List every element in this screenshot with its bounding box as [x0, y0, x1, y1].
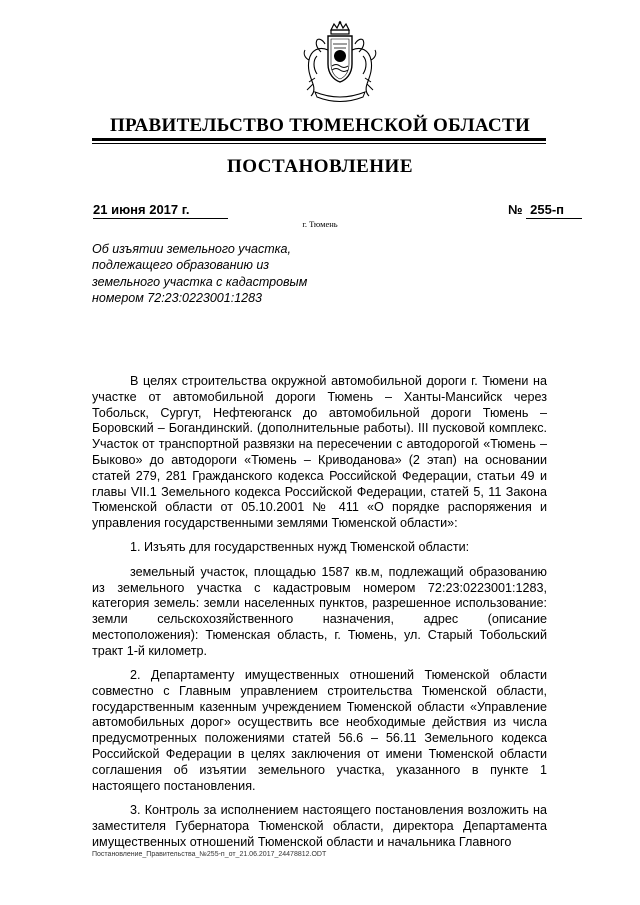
document-subject: Об изъятии земельного участка, подлежащего образованию из земельного участка с кадастровым номером 72:23:0223001:1283: [92, 242, 308, 305]
item-1-paragraph: 1. Изъять для государственных нужд Тюменской области:: [130, 540, 470, 555]
header-rule-thick: [92, 138, 546, 141]
coat-of-arms-icon: [301, 20, 379, 102]
government-title: ПРАВИТЕЛЬСТВО ТЮМЕНСКОЙ ОБЛАСТИ: [109, 115, 531, 136]
header-rule-thin: [92, 143, 546, 144]
item-2-paragraph: 2. Департаменту имущественных отношений Тюменской области совместно с Главным управлением строительства Тюменской области, государственным казенным учреждением Тюменской области «Управление автомобильных дорог» осуществить все необходимые действия из числа предусмотренных положениями статей 56.6 – 56.11 Земельного кодекса Российской Федерации в целях заключения от имени Тюменской области соглашения об изъятии земельного участка, указанного в пункте 1 настоящего постановления.: [92, 668, 547, 793]
footer-filename: Постановление_Правительства_№255-п_от_21.06.2017_24478812.ODT: [92, 851, 327, 858]
number-value: 255-п: [526, 202, 582, 219]
document-date: 21 июня 2017 г.: [93, 202, 228, 219]
document-number: [508, 202, 582, 219]
number-sign: №: [508, 202, 523, 217]
item-1-detail-paragraph: земельный участок, площадью 1587 кв.м, подлежащий образованию из земельного участка с кадастровым номером 72:23:0223001:1283, категория земель: земли населенных пунктов, разрешенное использование: земли сельскохозяйственного назначения, адрес (описание местоположения): Тюменская область, г. Тюмень, ул. Старый Тобольский тракт 1-й километр.: [92, 564, 547, 658]
document-body: [92, 374, 547, 859]
item-3-paragraph: 3. Контроль за исполнением настоящего постановления возложить на заместителя Губернатора Тюменской области, директора Департамента имущественных отношений Тюменской области и начальника Главного: [92, 802, 547, 849]
document-type: ПОСТАНОВЛЕНИЕ: [226, 156, 414, 177]
document-city: г. Тюмень: [302, 219, 338, 229]
preamble-paragraph: В целях строительства окружной автомобильной дороги г. Тюмени на участке от автомобильной дороги Тюмень – Ханты-Мансийск через Тобольск, Сургут, Нефтеюганск до автомобильной дороги Тюмень – Боровский – Богандинский. (дополнительные работы). III пусковой комплекс. Участок от транспортной развязки на пересечении с автодорогой «Тюмень – Быково» до автодороги «Тюмень – Криводанова» (2 этап) на основании статей 279, 281 Гражданского кодекса Российской Федерации, статьи 49 и главы VII.1 Земельного кодекса Российской Федерации, статей 5, 11 Закона Тюменской области от 05.10.2001 № 411 «О порядке распоряжения и управления государственными землями Тюменской области»:: [92, 374, 547, 531]
